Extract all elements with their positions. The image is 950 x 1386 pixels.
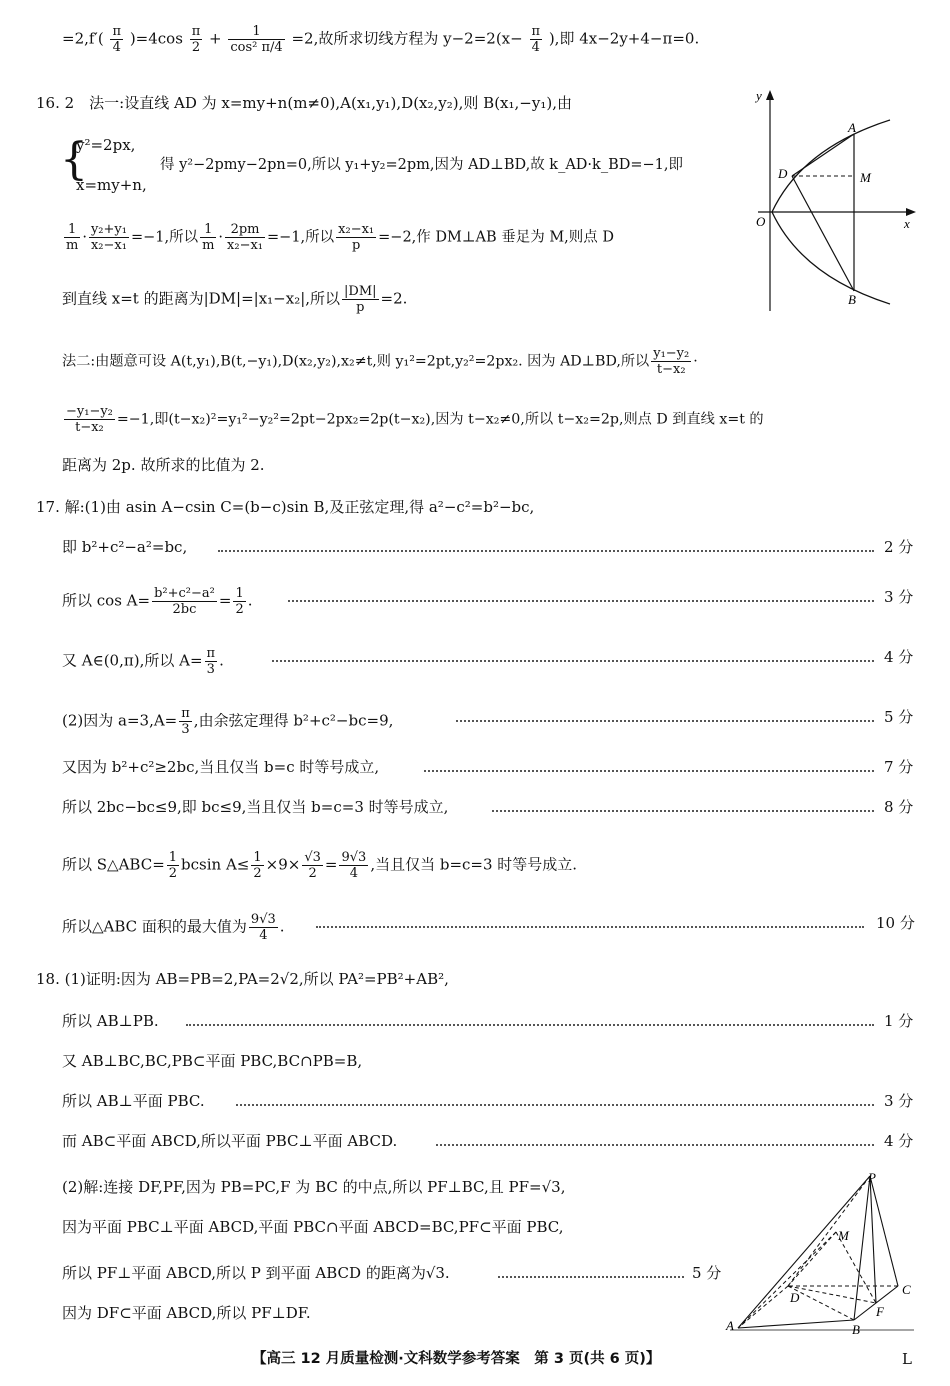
label-x: x xyxy=(904,216,910,231)
leader-dots xyxy=(424,770,874,772)
q18-line3: 又 AB⊥BC,BC,PB⊂平面 PBC,BC∩PB=B, xyxy=(62,1052,363,1070)
label-a: A xyxy=(726,1318,734,1333)
q17-line9: 所以△ABC 面积的最大值为 $\frac{9√3}{4}$ . xyxy=(62,912,285,943)
score-5: 5 分 xyxy=(692,1264,722,1282)
leader-dots xyxy=(316,926,864,928)
q16-line2: 得 y²−2pmy−2pn=0,所以 y₁+y₂=2pm,因为 AD⊥BD,故 k_AD·k_BD=−1,即 xyxy=(160,157,683,173)
leader-dots xyxy=(436,1144,874,1146)
y-axis-arrow xyxy=(766,90,774,100)
q18-line8: 所以 PF⊥平面 ABCD,所以 P 到平面 ABCD 的距离为√3. xyxy=(62,1264,450,1282)
label-c: C xyxy=(902,1282,911,1297)
label-a: A xyxy=(848,120,856,135)
q16-line7: 距离为 2p. 故所求的比值为 2. xyxy=(62,456,265,474)
label-d: D xyxy=(778,166,788,181)
x-axis-arrow xyxy=(906,208,916,216)
label-m: M xyxy=(838,1228,849,1243)
q18-line4: 所以 AB⊥平面 PBC. xyxy=(62,1092,205,1110)
label-y: y xyxy=(756,88,762,103)
leader-dots xyxy=(236,1104,874,1106)
score-1: 1 分 xyxy=(884,1012,914,1030)
score-4: 4 分 xyxy=(884,1132,914,1150)
frac: $\frac{\pi}{4}$ xyxy=(112,24,122,55)
frac: $\frac{\pi}{2}$ xyxy=(191,24,201,55)
page-footer: 【高三 12 月质量检测·文科数学参考答案 第 3 页(共 6 页)】 xyxy=(252,1351,661,1367)
score-10: 10 分 xyxy=(876,914,915,932)
q18-line5: 而 AB⊂平面 ABCD,所以平面 PBC⊥平面 ABCD. xyxy=(62,1132,398,1150)
label-b: B xyxy=(848,292,856,307)
q17-line2: 即 b²+c²−a²=bc, xyxy=(62,538,188,556)
q16-line1: 16. 2 法一:设直线 AD 为 x=my+n(m≠0),A(x₁,y₁),D(x₂,y₂),则 B(x₁,−y₁),由 xyxy=(36,94,572,112)
system-brace: { xyxy=(60,134,88,185)
q18-line9: 因为 DF⊂平面 ABCD,所以 PF⊥DF. xyxy=(62,1304,311,1322)
score-3: 3 分 xyxy=(884,1092,914,1110)
q16-line5: 法二:由题意可设 A(t,y₁),B(t,−y₁),D(x₂,y₂),x₂≠t,则 y₁²=2pt,y₂²=2px₂. 因为 AD⊥BD,所以 $\frac{\text{y₁−y₂}}{\text{t−x₂}}$ · xyxy=(62,346,698,377)
label-p: P xyxy=(868,1170,876,1185)
q18-line7: 因为平面 PBC⊥平面 ABCD,平面 PBC∩平面 ABCD=BC,PF⊂平面 PBC, xyxy=(62,1218,564,1236)
label-o: O xyxy=(756,214,766,229)
leader-dots xyxy=(218,550,874,552)
q16-line6: $\frac{\text{−y₁−y₂}}{\text{t−x₂}}$ =−1,即(t−x₂)²=y₁²−y₂²=2pt−2px₂=2p(t−x₂),因为 t−x₂≠0,所以 t−x₂=2p,则点 D 到直线 x=t 的 xyxy=(66,404,764,435)
q16-system-eq2: x=my+n, xyxy=(76,176,147,194)
q18-line6: (2)解:连接 DF,PF,因为 PB=PC,F 为 BC 的中点,所以 PF⊥BC,且 PF=√3, xyxy=(62,1178,566,1196)
q16-line4: 到直线 x=t 的距离为|DM|=|x₁−x₂|,所以 $\frac{|DM|}{p}$ =2. xyxy=(62,284,408,315)
footer-mark: L xyxy=(902,1350,912,1368)
score-5: 5 分 xyxy=(884,708,914,726)
q16-line3: $\frac{1}{m}$ · $\frac{\text{y₂+y₁}}{\text{x₂−x₁}}$ =−1,所以 $\frac{1}{m}$ · $\frac{2pm}{\text{x₂−x₁}}$ =−1,所以 $\frac{\text{x₂−x₁}}{p}$ =−2,作 DM⊥AB 垂足为 M,则点 D xyxy=(66,222,615,253)
segment-ad xyxy=(792,134,854,176)
q18-line2: 所以 AB⊥PB. xyxy=(62,1012,159,1030)
leader-dots xyxy=(492,810,874,812)
label-b: B xyxy=(852,1322,860,1336)
q17-line4: 又 A∈(0,π),所以 A= $\frac{\pi}{3}$ . xyxy=(62,646,224,677)
score-2: 2 分 xyxy=(884,538,914,556)
segment-db xyxy=(792,176,854,291)
leader-dots xyxy=(186,1024,874,1026)
score-8: 8 分 xyxy=(884,798,914,816)
q17-line7: 所以 2bc−bc≤9,即 bc≤9,当且仅当 b=c=3 时等号成立, xyxy=(62,798,449,816)
leader-dots xyxy=(456,720,874,722)
q17-line6: 又因为 b²+c²≥2bc,当且仅当 b=c 时等号成立, xyxy=(62,758,380,776)
score-7: 7 分 xyxy=(884,758,914,776)
q16-system-eq1: y²=2px, xyxy=(76,136,136,154)
q17-line8: 所以 S△ABC= $\frac{1}{2}$ bcsin A≤ $\frac{1}{2}$ ×9× $\frac{√3}{2}$ = $\frac{9√3}{4}$ ,当且仅当 b=c=3 时等号成立. xyxy=(62,850,578,881)
q17-line3: 所以 cos A= $\frac{\text{b²+c²−a²}}{2bc}$ = $\frac{1}{2}$ . xyxy=(62,586,253,617)
label-m: M xyxy=(860,170,871,185)
pyramid-figure xyxy=(724,1168,920,1336)
leader-dots xyxy=(498,1276,684,1278)
leader-dots xyxy=(288,600,874,602)
q17-line5: (2)因为 a=3,A= $\frac{\pi}{3}$ ,由余弦定理得 b²+c²−bc=9, xyxy=(62,706,394,737)
leader-dots xyxy=(272,660,874,662)
frac: $\frac{\pi}{4}$ xyxy=(531,24,541,55)
score-3: 3 分 xyxy=(884,588,914,606)
score-4: 4 分 xyxy=(884,648,914,666)
q18-line1: 18. (1)证明:因为 AB=PB=2,PA=2√2,所以 PA²=PB²+AB², xyxy=(36,970,449,988)
label-d: D xyxy=(790,1290,800,1305)
intro-line: =2,f′( $\frac{\pi}{4}$ )=4cos $\frac{\pi}{2}$ + $\frac{1}{\text{cos² π/4}}$ =2,故所求切线方程为 y−2=2(x− $\frac{\pi}{4}$ ),即 4x−2y+4−π=0. xyxy=(62,24,700,55)
parabola-figure xyxy=(750,86,920,316)
label-f: F xyxy=(876,1304,884,1319)
q17-line1: 17. 解:(1)由 asin A−csin C=(b−c)sin B,及正弦定理,得 a²−c²=b²−bc, xyxy=(36,498,535,516)
frac: $\frac{1}{\text{cos² π/4}}$ xyxy=(230,24,283,55)
